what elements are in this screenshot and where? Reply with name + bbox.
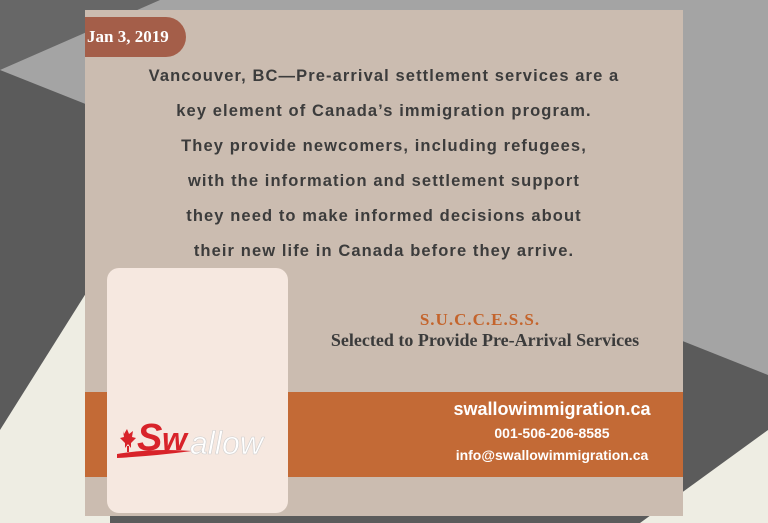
body-line: they need to make informed decisions about — [186, 207, 582, 225]
organization-name: S.U.C.C.E.S.S. — [419, 310, 541, 329]
body-line: key element of Canada’s immigration program. — [176, 102, 592, 120]
website-link[interactable]: swallowimmigration.ca — [453, 399, 651, 419]
logo-letter-w: w — [162, 421, 187, 457]
logo-letter-s: S — [137, 417, 163, 459]
phone-number[interactable]: 001-506-206-8585 — [494, 425, 610, 441]
body-line: Vancouver, BC—Pre-arrival settlement services are a — [148, 67, 620, 85]
body-line: their new life in Canada before they arrive. — [193, 242, 575, 260]
maple-leaf-icon — [120, 429, 136, 452]
body-line: with the information and settlement support — [188, 172, 580, 190]
post-body — [85, 59, 683, 269]
logo-panel — [107, 268, 288, 513]
contact-info — [422, 397, 682, 466]
announcement-subtitle: Selected to Provide Pre-Arrival Services — [330, 330, 640, 350]
swallow-logo — [114, 410, 284, 466]
logo-text-rest: allow — [190, 425, 263, 461]
date-badge — [85, 17, 186, 57]
body-line: They provide newcomers, including refugees, — [181, 137, 587, 155]
email-link[interactable]: info@swallowimmigration.ca — [455, 447, 649, 463]
post-date: Jan 3, 2019 — [87, 27, 169, 46]
